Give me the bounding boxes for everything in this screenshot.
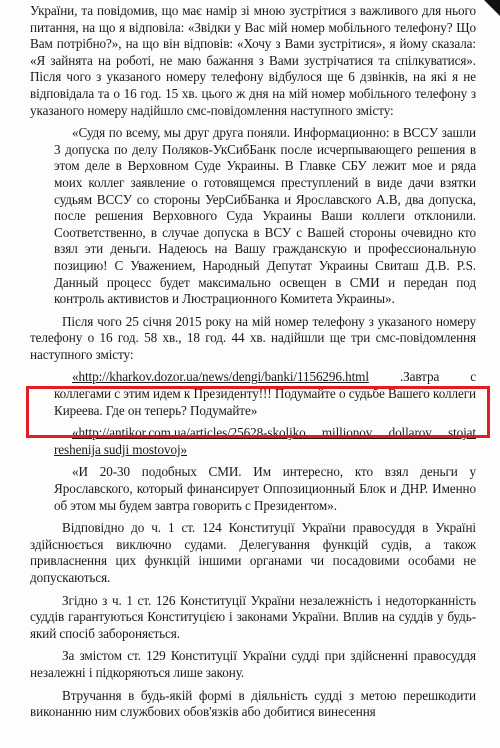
page-corner-mark: [484, 0, 500, 16]
paragraph-sms-quote-1: «Судя по всему, мы друг друга поняли. Информационно: в ВССУ зашли 3 допуска по делу Поляков-УкСибБанк после исчерпывающего решения в этом деле в Верховном Суде Украины. В Главке СБУ лежит мое и ряда моих коллег заявление о готовящемся преступлений в виде дачи взятки судьям ВССУ со стороны УерСибБанка и Ярославского А.В, два допуска, после решения Верховного Суда Украины Ваши коллеги отклонили. Соответственно, в случае допуска в ВСУ с Вашей стороны очевидно кто взял эти деньги. Надеюсь на Вашу гражданскую и профессиональную позицию! С Уважением, Народный Депутат Украины Свиташ Д.В. P.S. Данный процесс будет максимально освещен в СМИ и передан под контроль активистов и Люстрационного Комитета Украины».: [54, 125, 476, 307]
paragraph-article-126: Згідно з ч. 1 ст. 126 Конституції України незалежність і недоторканність суддів гарантуються Конституцією і законами України. Вплив на суддів у будь-який спосіб забороняється.: [30, 592, 476, 641]
paragraph-sms-quote-4: «И 20-30 подобных СМИ. Им интересно, кто взял деньги у Ярославского, который финансирует Оппозиционный Блок и ДНР. Именно об этом мы будем завтра говорить с Президентом».: [54, 464, 476, 513]
antikor-link[interactable]: «http://antikor.com.ua/articles/25628-skoljko millionov dollarov stojat reshenija sudji mostovoj»: [54, 425, 476, 457]
document-body: [30, 3, 476, 727]
paragraph-article-129: За змістом ст. 129 Конституції України судді при здійсненні правосуддя незалежні і підкоряються лише закону.: [30, 648, 476, 680]
highlight-frame: [26, 386, 490, 438]
paragraph-intro: України, та повідомив, що має намір зі мною зустрітися з важливого для нього питання, на що я відповіла: «Звідки у Вас мій номер мобільного телефону? Що Вам потрібно?», на що він відповів: «Хочу з Вами зустрітися», я йому сказала: «Я зайнята на роботі, не маю бажання з Вами зустрічатися та спілкуватися». Після чого з указаного номеру телефону відбулося ще 6 дзвінків, на які я не відповідала та о 16 год. 15 хв. цього ж дня на мій номер мобільного телефону з указаного номеру надійшло смс-повідомлення наступного змісту:: [30, 3, 476, 118]
sms-quote-2-text: .Завтра с коллегами с этим идем к Президенту!!! Подумайте о судьбе Вашего коллеги Киреева. Где он теперь? Подумайте»: [54, 369, 476, 418]
paragraph-interference: Втручання в будь-якій формі в діяльність судді з метою перешкодити виконанню ним службових обов'язків або добитися винесення: [30, 687, 476, 720]
paragraph-further-messages: Після чого 25 січня 2015 року на мій номер телефону з указаного номеру телефону о 16 год. 58 хв., 18 год. 44 хв. надійшли ще три смс-повідомлення наступного змісту:: [30, 313, 476, 362]
news-link[interactable]: «http://kharkov.dozor.ua/news/dengi/banki/1156296.html: [72, 369, 369, 385]
paragraph-article-124: Відповідно до ч. 1 ст. 124 Конституції України правосуддя в Україні здійснюється виключно судами. Делегування функцій судів, а також привласнення цих функцій іншими органами чи посадовими особами не допускаються.: [30, 520, 476, 585]
